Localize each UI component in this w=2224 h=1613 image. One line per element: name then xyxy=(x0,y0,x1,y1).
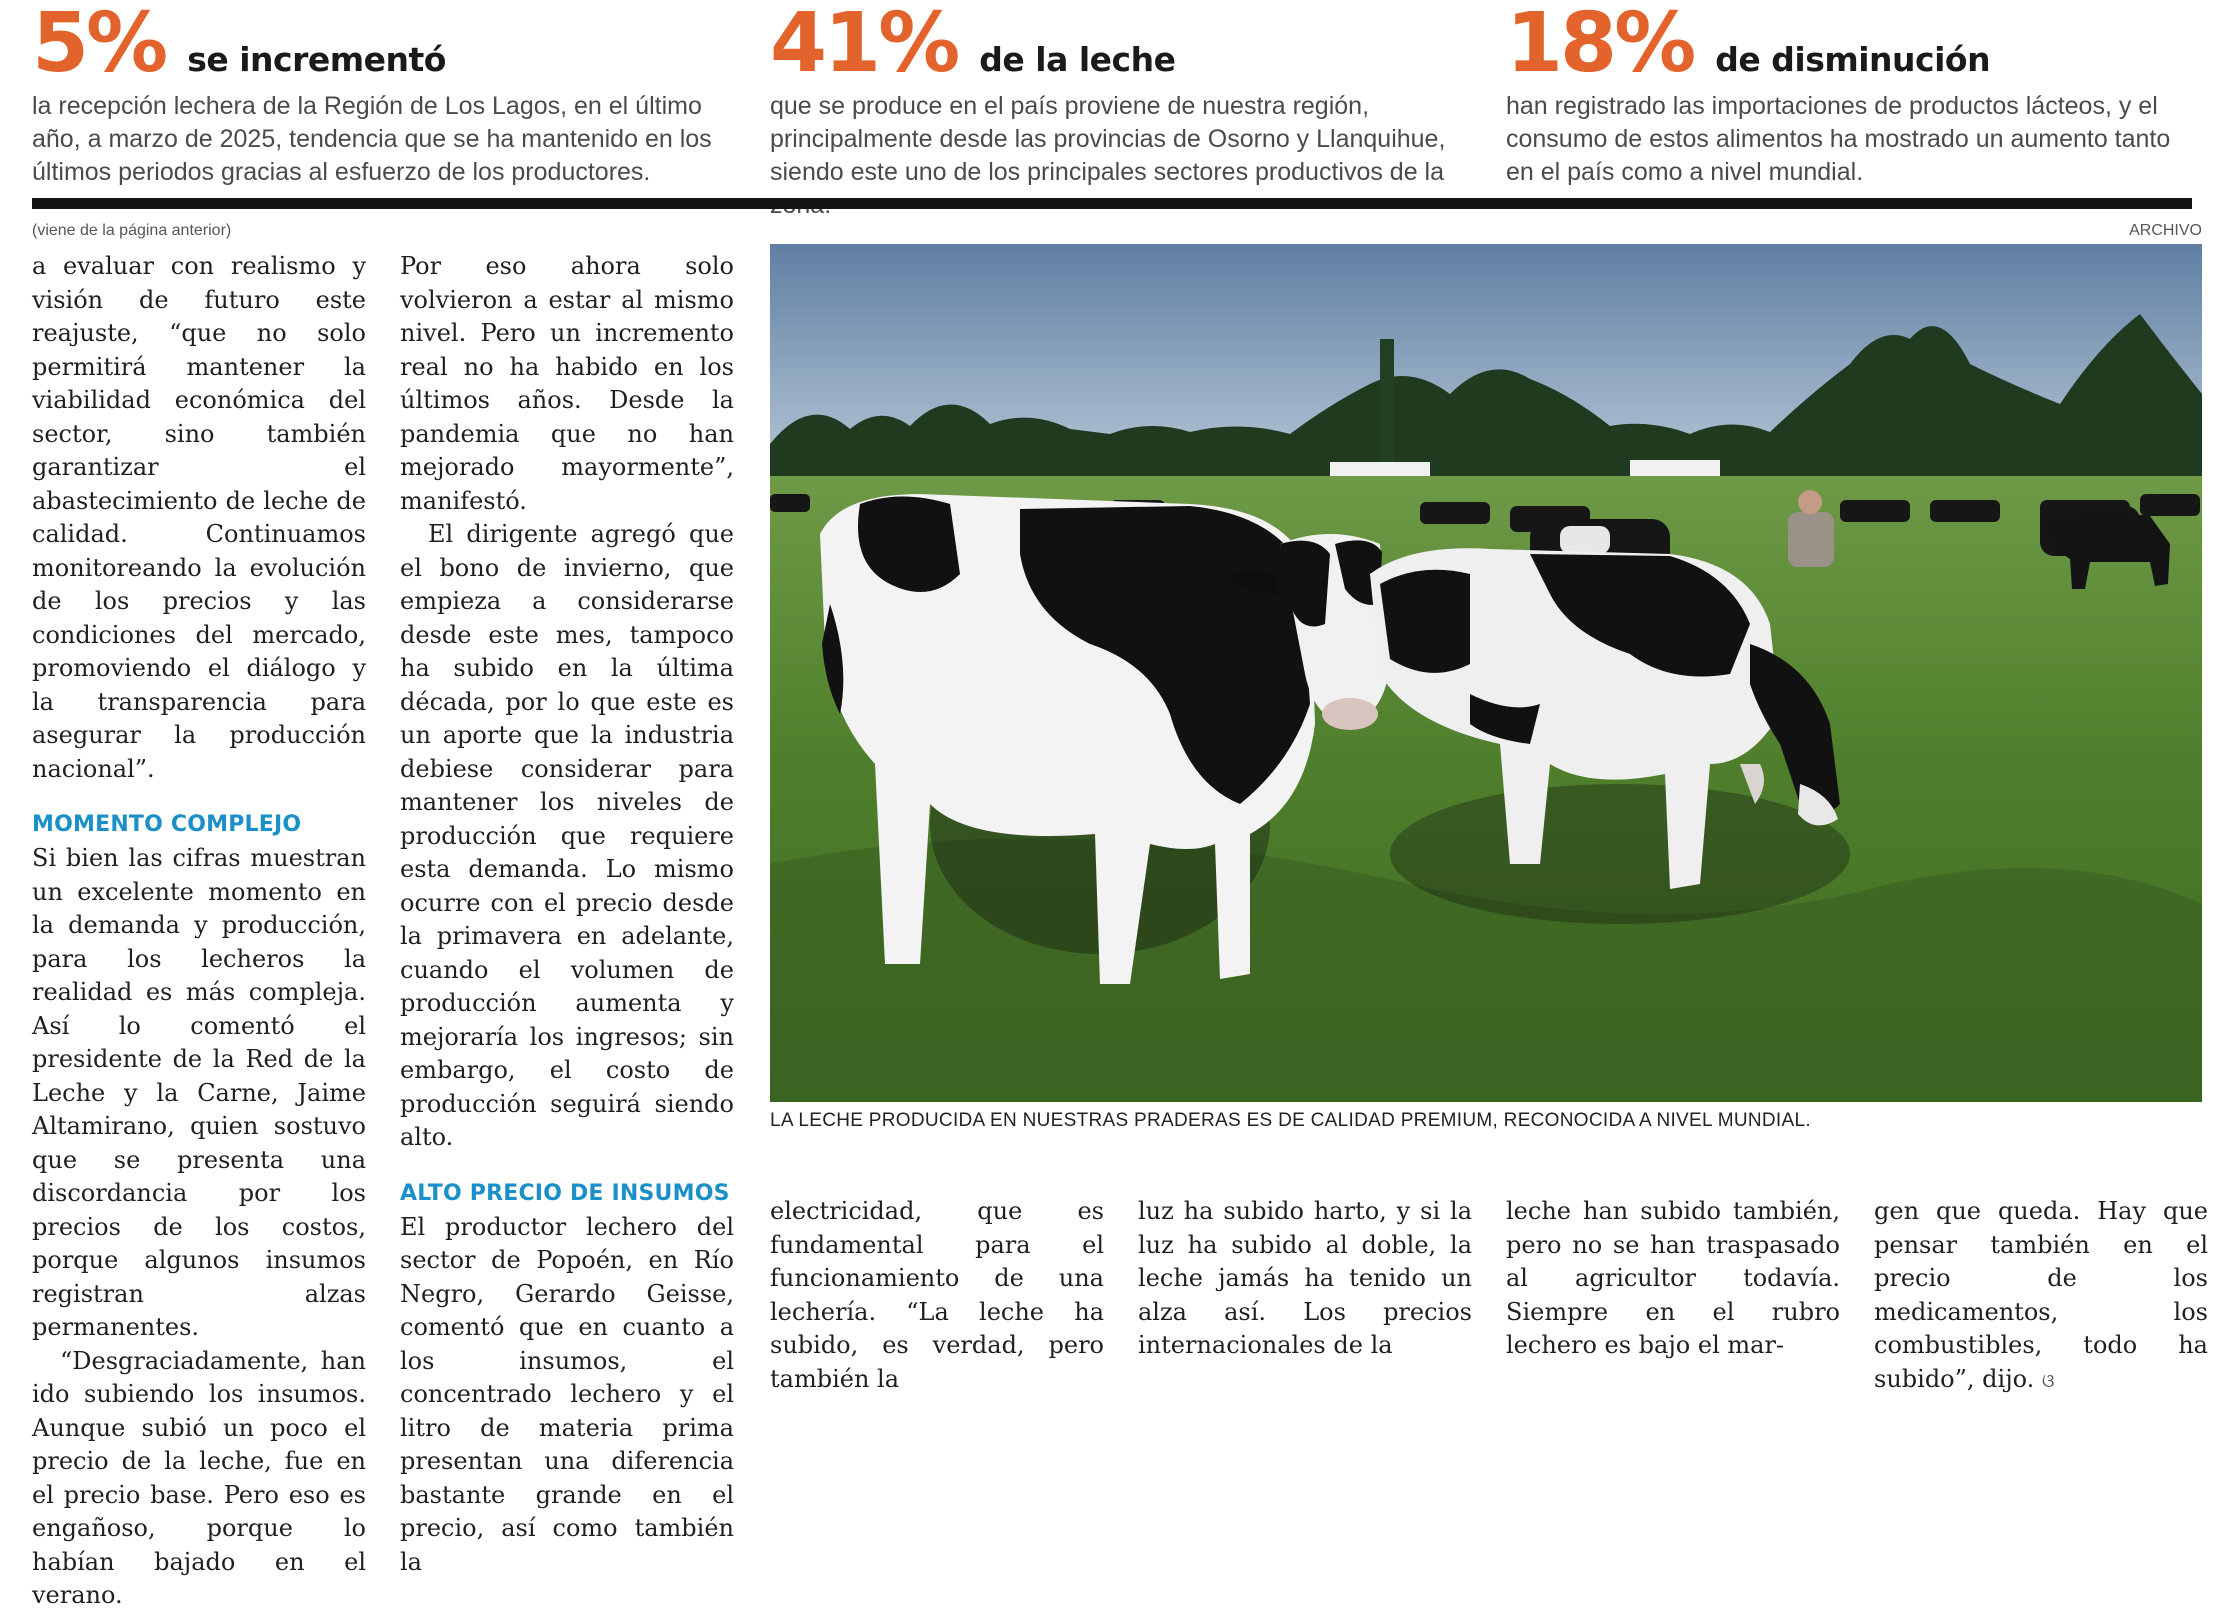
paragraph: Por eso ahora solo volvieron a estar al mismo nivel. Pero un incremento real no ha habido en los últimos años. Desde la pandemia que no han mejorado mayormente”, manifestó. xyxy=(400,252,734,515)
photo-credit: ARCHIVO xyxy=(2129,222,2202,239)
photo-illustration xyxy=(770,244,2202,1102)
stat-head xyxy=(32,0,722,92)
article-column-1 xyxy=(32,250,366,1613)
stat-description: la recepción lechera de la Región de Los Lagos, en el último año, a marzo de 2025, tendencia que se ha mantenido en los últimos periodos gracias al esfuerzo de los productores. xyxy=(32,92,712,186)
paragraph-text: gen que queda. Hay que pensar también en el precio de los medicamentos, los combustibles, todo ha subido”, dijo. xyxy=(1874,1197,2208,1393)
article-column-4 xyxy=(1138,1195,1472,1363)
photo-caption: LA LECHE PRODUCIDA EN NUESTRAS PRADERAS ES DE CALIDAD PREMIUM, RECONOCIDA A NIVEL MUNDIAL. xyxy=(770,1110,1811,1131)
section-divider xyxy=(32,198,2192,209)
cows-pasture-photo xyxy=(770,244,2202,1102)
subheading: MOMENTO COMPLEJO xyxy=(32,812,302,837)
stat-description: han registrado las importaciones de productos lácteos, y el consumo de estos alimentos ha mostrado un aumento tanto en el país como a nivel mundial. xyxy=(1506,92,2171,186)
article-column-2 xyxy=(400,250,734,1579)
paragraph: leche han subido también, pero no se han traspasado al agricultor todavía. Siempre en el rubro lechero es bajo el mar- xyxy=(1506,1197,1840,1359)
subheading: ALTO PRECIO DE INSUMOS xyxy=(400,1180,730,1206)
paragraph: a evaluar con realismo y visión de futuro este reajuste, “que no solo permitirá mantener la viabilidad económica del sector, sino también garantizar el abastecimiento de leche de calidad. Continuamos monitoreando la evolución de los precios y las condiciones del mercado, promoviendo el diálogo y la transparencia para asegurar la producción nacional”. xyxy=(32,252,366,783)
stat-label: de disminución xyxy=(1715,40,1991,79)
stat-number: 5% xyxy=(32,0,166,91)
paragraph: El productor lechero del sector de Popoén, en Río Negro, Gerardo Geisse, comentó que en cuanto a los insumos, el concentrado lechero y el litro de materia prima presentan una diferencia bastante grande en el precio, así como también la xyxy=(400,1212,734,1576)
stat-number: 18% xyxy=(1506,0,1694,91)
article-column-6 xyxy=(1874,1195,2208,1398)
stat-number: 41% xyxy=(770,0,958,91)
paragraph: “Desgraciadamente, han ido subiendo los insumos. Aunque subió un poco el precio de la leche, fue en el precio base. Pero eso es engañoso, porque lo habían bajado en el verano. xyxy=(32,1346,366,1609)
stat-description: que se produce en el país proviene de nuestra región, principalmente desde las provincias de Osorno y Llanquihue, siendo este uno de los principales sectores productivos de la xyxy=(770,92,1446,186)
stat-block-3 xyxy=(1506,0,2196,189)
stat-block-2 xyxy=(770,0,1460,222)
stat-label: se incrementó xyxy=(187,40,446,79)
stat-block-1 xyxy=(32,0,722,189)
end-mark-icon: ଓ xyxy=(2041,1370,2055,1392)
article-column-3 xyxy=(770,1195,1104,1396)
stat-head xyxy=(1506,0,2196,92)
continued-note: (viene de la página anterior) xyxy=(32,222,232,239)
paragraph: luz ha subido harto, y si la luz ha subido al doble, la leche jamás ha tenido un alza así. Los precios internacionales de la xyxy=(1138,1197,1472,1359)
paragraph xyxy=(1874,1195,2208,1398)
stat-head xyxy=(770,0,1460,92)
stat-label: de la leche xyxy=(979,40,1176,79)
paragraph: electricidad, que es fundamental para el funcionamiento de una lechería. “La leche ha subido, es verdad, pero también la xyxy=(770,1197,1104,1393)
paragraph: Si bien las cifras muestran un excelente momento en la demanda y producción, para los lecheros la realidad es más compleja. Así lo comentó el presidente de la Red de la Leche y la Carne, Jaime Altamirano, quien sostuvo que se presenta una discordancia por los precios de los costos, porque algunos insumos registran alzas permanentes. xyxy=(32,844,366,1341)
paragraph: El dirigente agregó que el bono de invierno, que empieza a considerarse desde este mes, tampoco ha subido en la última década, por lo que este es un aporte que la industria debiese considerar para mantener los niveles de producción que requiere esta demanda. Lo mismo ocurre con el precio desde la primavera en adelante, cuando el volumen de producción aumenta y mejoraría los ingresos; sin embargo, el costo de producción seguirá siendo alto. xyxy=(400,520,734,1151)
article-column-5 xyxy=(1506,1195,1840,1363)
